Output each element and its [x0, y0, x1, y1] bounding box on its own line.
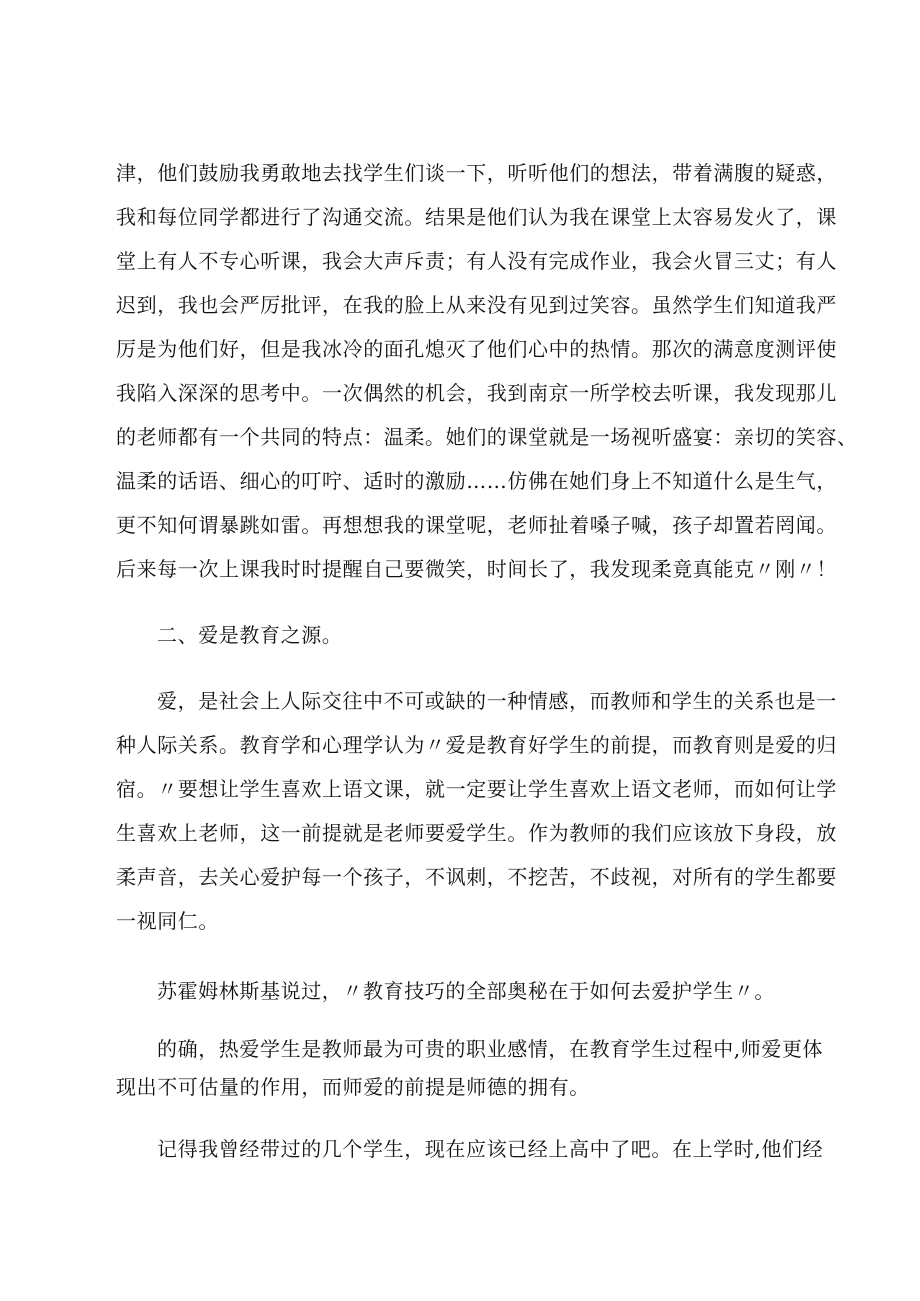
paragraph-1-line-6: 我陷入深深的思考中。一次偶然的机会，我到南京一所学校去听课，我发现那儿 — [116, 381, 837, 405]
paragraph-1-line-10: 后来每一次上课我时时提醒自己要微笑，时间长了，我发现柔竟真能克〃刚〃！ — [116, 557, 837, 581]
paragraph-1-line-7: 的老师都有一个共同的特点：温柔。她们的课堂就是一场视听盛宴：亲切的笑容、 — [116, 425, 858, 449]
paragraph-1-line-9: 更不知何谓暴跳如雷。再想想我的课堂呢，老师扯着嗓子喊，孩子却置若罔闻。 — [116, 513, 837, 537]
paragraph-3-line-2: 种人际关系。教育学和心理学认为〃爱是教育好学生的前提，而教育则是爱的归 — [116, 733, 837, 757]
paragraph-3-line-1: 爱，是社会上人际交往中不可或缺的一种情感，而教师和学生的关系也是一 — [157, 689, 837, 713]
paragraph-5-line-1: 的确，热爱学生是教师最为可贵的职业感情，在教育学生过程中,师爱更体 — [157, 1037, 824, 1061]
paragraph-3-line-6: 一视同仁。 — [116, 909, 219, 933]
paragraph-1-line-8: 温柔的话语、细心的叮咛、适时的激励……仿佛在她们身上不知道什么是生气， — [116, 469, 837, 493]
paragraph-5-line-2: 现出不可估量的作用，而师爱的前提是师德的拥有。 — [116, 1075, 590, 1099]
section-heading: 二、爱是教育之源。 — [157, 623, 343, 647]
paragraph-1-line-3: 堂上有人不专心听课，我会大声斥责；有人没有完成作业，我会火冒三丈；有人 — [116, 249, 837, 273]
paragraph-6-line-1: 记得我曾经带过的几个学生，现在应该已经上高中了吧。在上学时,他们经 — [157, 1137, 824, 1161]
paragraph-3-line-5: 柔声音，去关心爱护每一个孩子，不讽刺，不挖苦，不歧视，对所有的学生都要 — [116, 865, 837, 889]
paragraph-1-line-2: 我和每位同学都进行了沟通交流。结果是他们认为我在课堂上太容易发火了，课 — [116, 205, 837, 229]
paragraph-3-line-3: 宿。〃要想让学生喜欢上语文课，就一定要让学生喜欢上语文老师，而如何让学 — [116, 777, 837, 801]
paragraph-1-line-1: 津，他们鼓励我勇敢地去找学生们谈一下，听听他们的想法，带着满腹的疑惑， — [116, 161, 837, 185]
paragraph-1-line-4: 迟到，我也会严厉批评，在我的脸上从来没有见到过笑容。虽然学生们知道我严 — [116, 293, 837, 317]
paragraph-3-line-4: 生喜欢上老师，这一前提就是老师要爱学生。作为教师的我们应该放下身段，放 — [116, 821, 837, 845]
paragraph-4-line-1: 苏霍姆林斯基说过，〃教育技巧的全部奥秘在于如何去爱护学生〃。 — [157, 979, 775, 1003]
paragraph-1-line-5: 厉是为他们好，但是我冰冷的面孔熄灭了他们心中的热情。那次的满意度测评使 — [116, 337, 837, 361]
